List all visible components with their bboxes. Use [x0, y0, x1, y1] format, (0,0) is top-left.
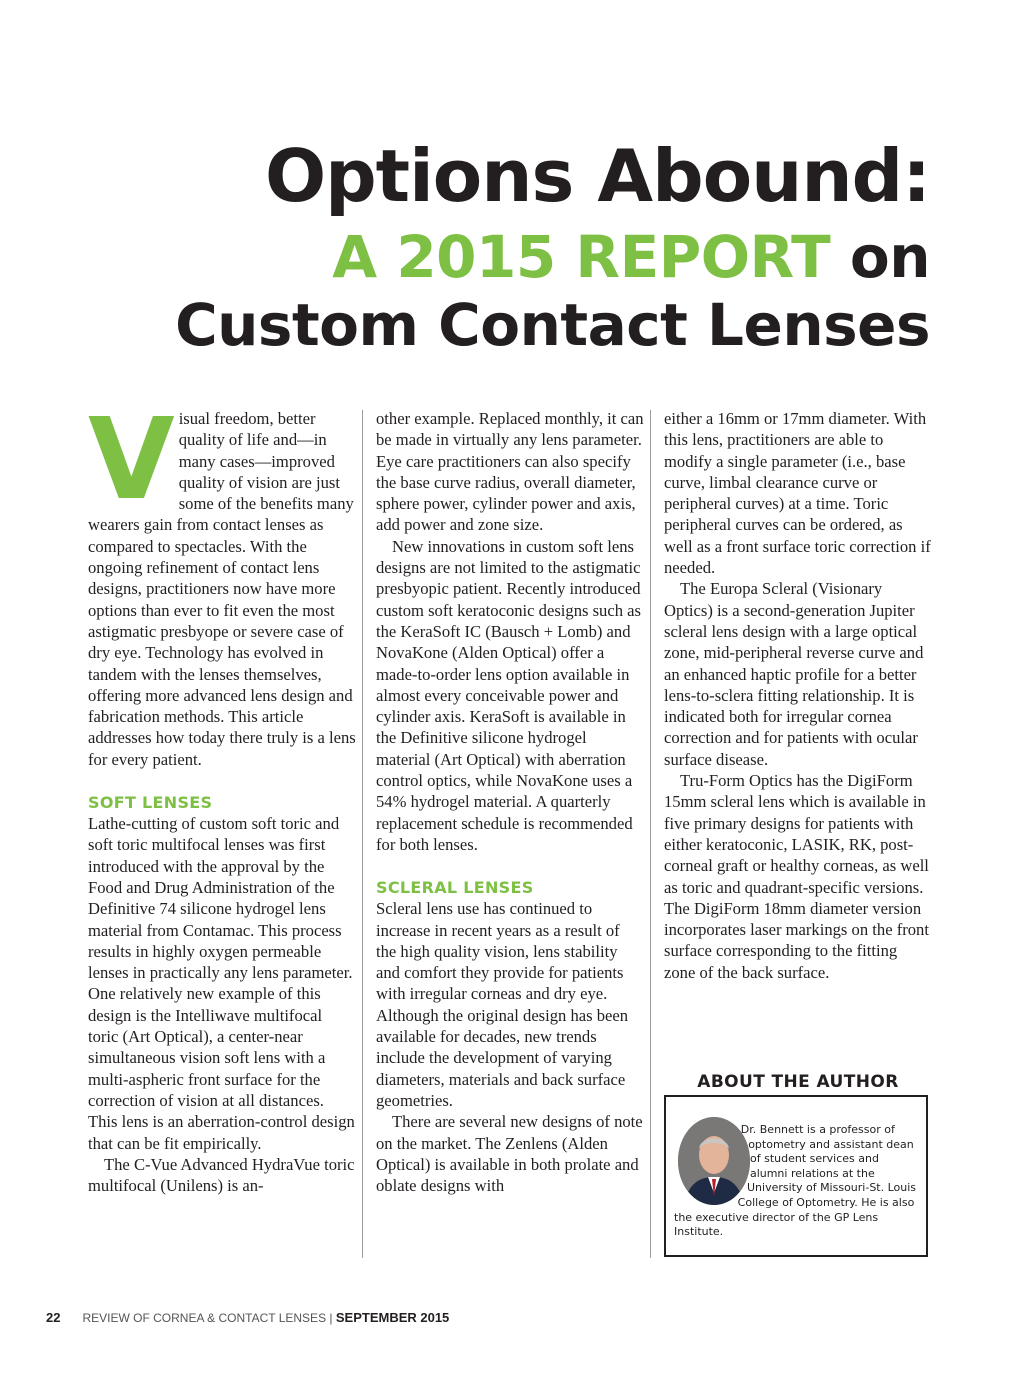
- drop-cap: V: [88, 395, 175, 525]
- intro-paragraph: [88, 395, 356, 770]
- author-bio-text: Dr. Bennett is a professor of optometry and assistant dean of student services and alumni relations at the University of Missouri-St. Louis College of Optometry. He is also the executive director of the GP Lens Institute.: [674, 1123, 917, 1239]
- issue-date: SEPTEMBER 2015: [335, 1310, 450, 1325]
- body-paragraph: [88, 1154, 356, 1197]
- about-author-box: [664, 1095, 928, 1257]
- author-bio: [674, 1123, 918, 1240]
- title-line-1: Options Abound:: [264, 134, 930, 218]
- column-1: [88, 395, 356, 1196]
- section-heading-soft-lenses: SOFT LENSES: [88, 793, 213, 813]
- title-line-2: [60, 224, 930, 290]
- body-paragraph: The Europa Scleral (Visionary Optics) is a second-generation Jupiter scleral lens design with a large optical zone, mid-peripheral reverse curve and an enhanced haptic profile for a better lens-to-sclera fitting relationship. It is indicated both for irregular cornea correction and for patients with ocular surface disease.: [664, 579, 924, 769]
- about-author-heading: ABOUT THE AUTHOR: [697, 1072, 899, 1092]
- body-paragraph: Scleral lens use has continued to increase in recent years as a result of the high quality vision, lens stability and comfort they provide for patients with irregular corneas and dry eye. Although the original design has been available for decades, new trends include the development of varying diameters, materials and back surface geometries.: [376, 899, 629, 1110]
- body-paragraph: There are several new designs of note on the market. The Zenlens (Alden Optical) is available in both prolate and oblate designs with: [376, 1112, 643, 1196]
- column-3: [664, 408, 932, 983]
- page-number: 22: [46, 1310, 61, 1325]
- title-line-2-rest: on: [830, 223, 930, 291]
- column-divider: [362, 410, 363, 1258]
- column-2: [376, 408, 644, 1196]
- body-paragraph-continued: other example. Replaced monthly, it can be made in virtually any lens parameter. Eye care practitioners can also specify the base curve radius, overall diameter, sphere power, cylinder power and axis, add power and zone size.: [376, 409, 644, 535]
- title-line-3: Custom Contact Lenses: [175, 291, 930, 359]
- body-paragraph: New innovations in custom soft lens designs are not limited to the astigmatic presbyopic patient. Recently introduced custom soft keratoconic designs such as the KeraSoft IC (Bausch + Lomb) and NovaKone (Alden Optical) offer a made-to-order lens option available in almost every conceivable power and cylinder axis. KeraSoft is available in the Definitive silicone hydrogel material (Art Optical) with aberration control optics, while NovaKone uses a 54% hydrogel material. A quarterly replacement schedule is recommended for both lenses.: [376, 536, 641, 854]
- body-paragraph: Lathe-cutting of custom soft toric and soft toric multifocal lenses was first introduced with the approval by the Food and Drug Administration of the Definitive 74 silicone hydrogel lens material from Contamac. This process results in highly oxygen permeable lenses in practically any lens parameter. One relatively new example of this design is the Intelliwave multifocal toric (Art Optical), a center-near simultaneous vision soft lens with a multi-aspheric front surface for the correction of vision at all distances. This lens is an aberration-control design that can be fit empirically.: [88, 814, 355, 1153]
- body-paragraph: Tru-Form Optics has the DigiForm 15mm scleral lens which is available in five primary designs for patients with either keratoconic, LASIK, RK, post-corneal graft or healthy corneas, as well as toric and quadrant-specific versions. The DigiForm 18mm diameter version incorporates laser markings on the front surface corresponding to the fitting zone of the back surface.: [664, 771, 929, 982]
- paragraph-start: The C-Vue Advanced HydraVue toric multifocal (Unilens) is an-: [88, 1154, 355, 1196]
- column-divider: [650, 410, 651, 1258]
- page-footer: [46, 1310, 449, 1325]
- intro-text: isual freedom, better quality of life and—in many cases—improved quality of vision are just some of the benefits many wearers gain from contact lenses as compared to spectacles. With the ongoing refinement of contact lens designs, practitioners now have more options than ever to fit even the most astigmatic presbyope or severe case of dry eye. Technology has evolved in tandem with the lenses themselves, offering more advanced lens design and fabrication methods. This article addresses how today there truly is a lens for every patient.: [88, 409, 356, 769]
- title-highlight: A 2015 REPORT: [332, 223, 831, 291]
- body-paragraph-continued: either a 16mm or 17mm diameter. With this lens, practitioners are able to modify a single parameter (i.e., base curve, limbal clearance curve or peripheral curves) at a time. Toric peripheral curves can be ordered, as well as a front surface toric correction if needed.: [664, 409, 931, 578]
- photo-wrap-space: [674, 1123, 750, 1207]
- section-heading-scleral-lenses: SCLERAL LENSES: [376, 878, 534, 898]
- publication-name: REVIEW OF CORNEA & CONTACT LENSES |: [82, 1311, 336, 1325]
- article-title: [60, 128, 930, 360]
